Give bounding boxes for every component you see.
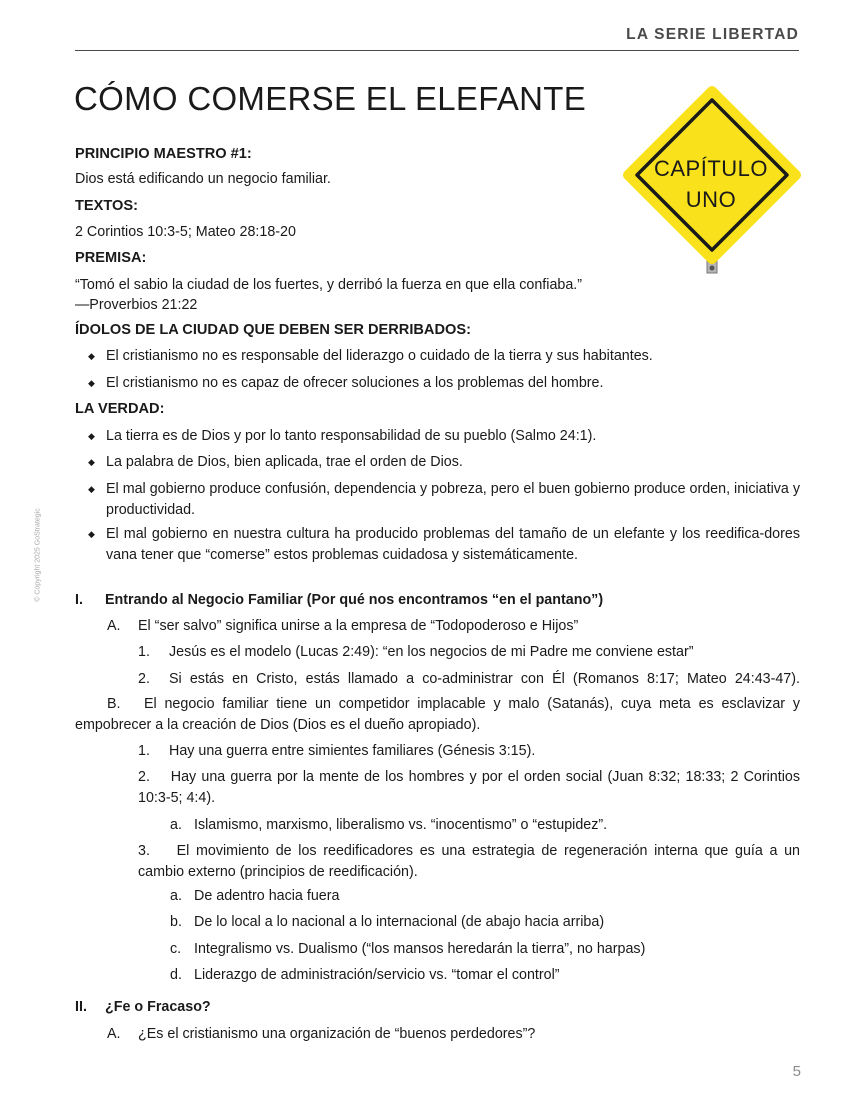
outline-item-1b2: 2. Hay una guerra por la mente de los hombres y por el orden social (Juan 8:32; 18:33; 2 Corintios 10:3-5; 4:4).: [138, 769, 801, 806]
principle-text: Dios está edificando un negocio familiar.: [75, 171, 331, 187]
premise-source: —Proverbios 21:22: [75, 297, 198, 313]
copyright-notice: © Copyright 2025 GoStrategic: [34, 508, 42, 602]
section-title: ¿Fe o Fracaso?: [105, 999, 211, 1015]
principle-heading: PRINCIPIO MAESTRO #1:: [75, 146, 252, 162]
bullet-icon: ◆: [88, 431, 95, 441]
texts-heading: TEXTOS:: [75, 198, 138, 214]
chapter-sign: [622, 86, 802, 283]
page-title: CÓMO COMERSE EL ELEFANTE: [74, 80, 587, 117]
bullet-icon: ◆: [88, 378, 95, 388]
bullet-icon: ◆: [88, 457, 95, 467]
section-numeral: II.: [75, 999, 87, 1015]
idols-heading: ÍDOLOS DE LA CIUDAD QUE DEBEN SER DERRIBADOS:: [75, 322, 471, 338]
premise-heading: PREMISA:: [75, 250, 147, 266]
sign-line-2: UNO: [685, 187, 737, 212]
section-title: Entrando al Negocio Familiar (Por qué nos encontramos “en el pantano”): [105, 592, 604, 608]
page-number: 5: [792, 1063, 801, 1080]
header-rule: [75, 50, 799, 51]
section-numeral: I.: [75, 592, 83, 608]
sign-line-1: CAPÍTULO: [653, 156, 769, 181]
outline-item-1b: B. El negocio familiar tiene un competidor implacable y malo (Satanás), cuya meta es esclavizar y empobrecer a la creación de Dios (Dios es el dueño apropiado).: [75, 696, 800, 733]
bullet-icon: ◆: [88, 529, 95, 539]
bullet-icon: ◆: [88, 351, 95, 361]
series-title: LA SERIE LIBERTAD: [626, 26, 799, 43]
bullet-icon: ◆: [88, 484, 95, 494]
outline-item-1b3: 3. El movimiento de los reedificadores es una estrategia de regeneración interna que guía a un cambio externo (principios de reedificación).: [138, 843, 801, 880]
premise-quote: “Tomó el sabio la ciudad de los fuertes, y derribó la fuerza en que ella confiaba.”: [75, 277, 583, 293]
truth-heading: LA VERDAD:: [75, 401, 165, 417]
diamond-sign-icon: [622, 86, 802, 278]
texts-text: 2 Corintios 10:3-5; Mateo 28:18-20: [75, 224, 296, 240]
